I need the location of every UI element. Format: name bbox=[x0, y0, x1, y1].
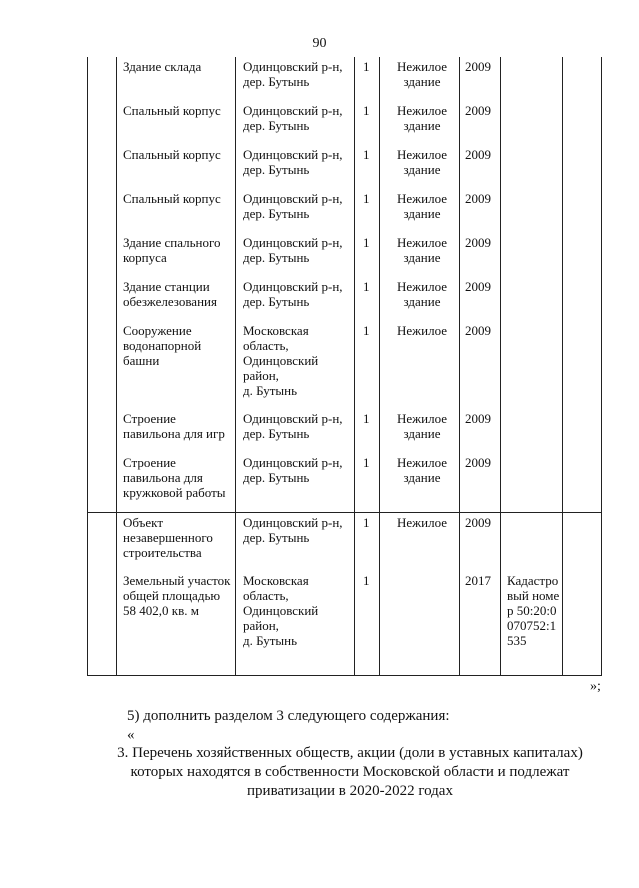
object-year: 2009 bbox=[465, 59, 491, 74]
object-type: Нежилое bbox=[396, 323, 447, 338]
object-location: Московская область, Одинцовский район, д. Бутынь bbox=[243, 573, 319, 648]
object-year: 2017 bbox=[465, 573, 491, 588]
object-quantity: 1 bbox=[363, 323, 370, 338]
object-quantity: 1 bbox=[363, 279, 370, 294]
object-type: Нежилое здание bbox=[396, 455, 447, 485]
object-location: Одинцовский р-н, дер. Бутынь bbox=[243, 411, 343, 441]
object-quantity: 1 bbox=[363, 515, 370, 530]
object-location: Одинцовский р-н, дер. Бутынь bbox=[243, 279, 343, 309]
object-type: Нежилое здание bbox=[396, 103, 447, 133]
object-type: Нежилое здание bbox=[396, 279, 447, 309]
opening-quote: « bbox=[127, 727, 135, 743]
object-year: 2009 bbox=[465, 455, 491, 470]
object-type: Нежилое здание bbox=[396, 411, 447, 441]
cadastral-note: Кадастровый номер 50:20:0070752:1535 bbox=[507, 573, 560, 648]
object-type: Нежилое здание bbox=[396, 147, 447, 177]
object-quantity: 1 bbox=[363, 455, 370, 470]
page-number: 90 bbox=[312, 36, 327, 51]
object-quantity: 1 bbox=[363, 59, 370, 74]
object-location: Одинцовский р-н, дер. Бутынь bbox=[243, 455, 343, 485]
property-table bbox=[87, 57, 602, 676]
object-name: Строение павильона для игр bbox=[123, 411, 225, 441]
table-border bbox=[601, 57, 602, 676]
object-location: Одинцовский р-н, дер. Бутынь bbox=[243, 103, 343, 133]
object-name: Строение павильона для кружковой работы bbox=[123, 455, 226, 500]
object-type: Нежилое bbox=[396, 515, 447, 530]
object-name: Спальный корпус bbox=[123, 147, 221, 162]
object-location: Одинцовский р-н, дер. Бутынь bbox=[243, 515, 343, 545]
object-quantity: 1 bbox=[363, 147, 370, 162]
object-location: Одинцовский р-н, дер. Бутынь bbox=[243, 235, 343, 265]
object-year: 2009 bbox=[465, 515, 491, 530]
object-name: Здание склада bbox=[123, 59, 202, 74]
object-name: Здание спального корпуса bbox=[123, 235, 221, 265]
object-quantity: 1 bbox=[363, 235, 370, 250]
object-location: Одинцовский р-н, дер. Бутынь bbox=[243, 191, 343, 221]
object-type: Нежилое здание bbox=[396, 59, 447, 89]
object-year: 2009 bbox=[465, 235, 491, 250]
paragraph-5: 5) дополнить разделом 3 следующего содержания: bbox=[127, 708, 450, 724]
object-quantity: 1 bbox=[363, 191, 370, 206]
object-quantity: 1 bbox=[363, 411, 370, 426]
object-year: 2009 bbox=[465, 411, 491, 426]
column-divider bbox=[116, 57, 117, 676]
object-type: Нежилое здание bbox=[396, 235, 447, 265]
object-name: Здание станции обезжелезования bbox=[123, 279, 217, 309]
object-name: Спальный корпус bbox=[123, 191, 221, 206]
object-year: 2009 bbox=[465, 147, 491, 162]
object-name: Сооружение водонапорной башни bbox=[123, 323, 202, 368]
object-type: Нежилое здание bbox=[396, 191, 447, 221]
object-name: Объект незавершенного строительства bbox=[123, 515, 213, 560]
table-bottom-border bbox=[87, 675, 602, 676]
object-year: 2009 bbox=[465, 323, 491, 338]
object-year: 2009 bbox=[465, 191, 491, 206]
object-location: Одинцовский р-н, дер. Бутынь bbox=[243, 59, 343, 89]
object-name: Спальный корпус bbox=[123, 103, 221, 118]
object-quantity: 1 bbox=[363, 573, 370, 588]
object-name: Земельный участок общей площадью 58 402,0 кв. м bbox=[123, 573, 231, 618]
closing-quote: »; bbox=[590, 679, 601, 694]
object-year: 2009 bbox=[465, 279, 491, 294]
table-border bbox=[87, 57, 88, 676]
object-location: Одинцовский р-н, дер. Бутынь bbox=[243, 147, 343, 177]
object-location: Московская область, Одинцовский район, д. Бутынь bbox=[243, 323, 319, 398]
section-3-title: 3. Перечень хозяйственных обществ, акции (доли в уставных капиталах) которых находятся в собственности Московской области и подлежат приватизации в 2020-2022 годах bbox=[117, 745, 583, 799]
object-year: 2009 bbox=[465, 103, 491, 118]
object-quantity: 1 bbox=[363, 103, 370, 118]
column-divider bbox=[562, 57, 563, 676]
row-divider bbox=[87, 512, 602, 513]
